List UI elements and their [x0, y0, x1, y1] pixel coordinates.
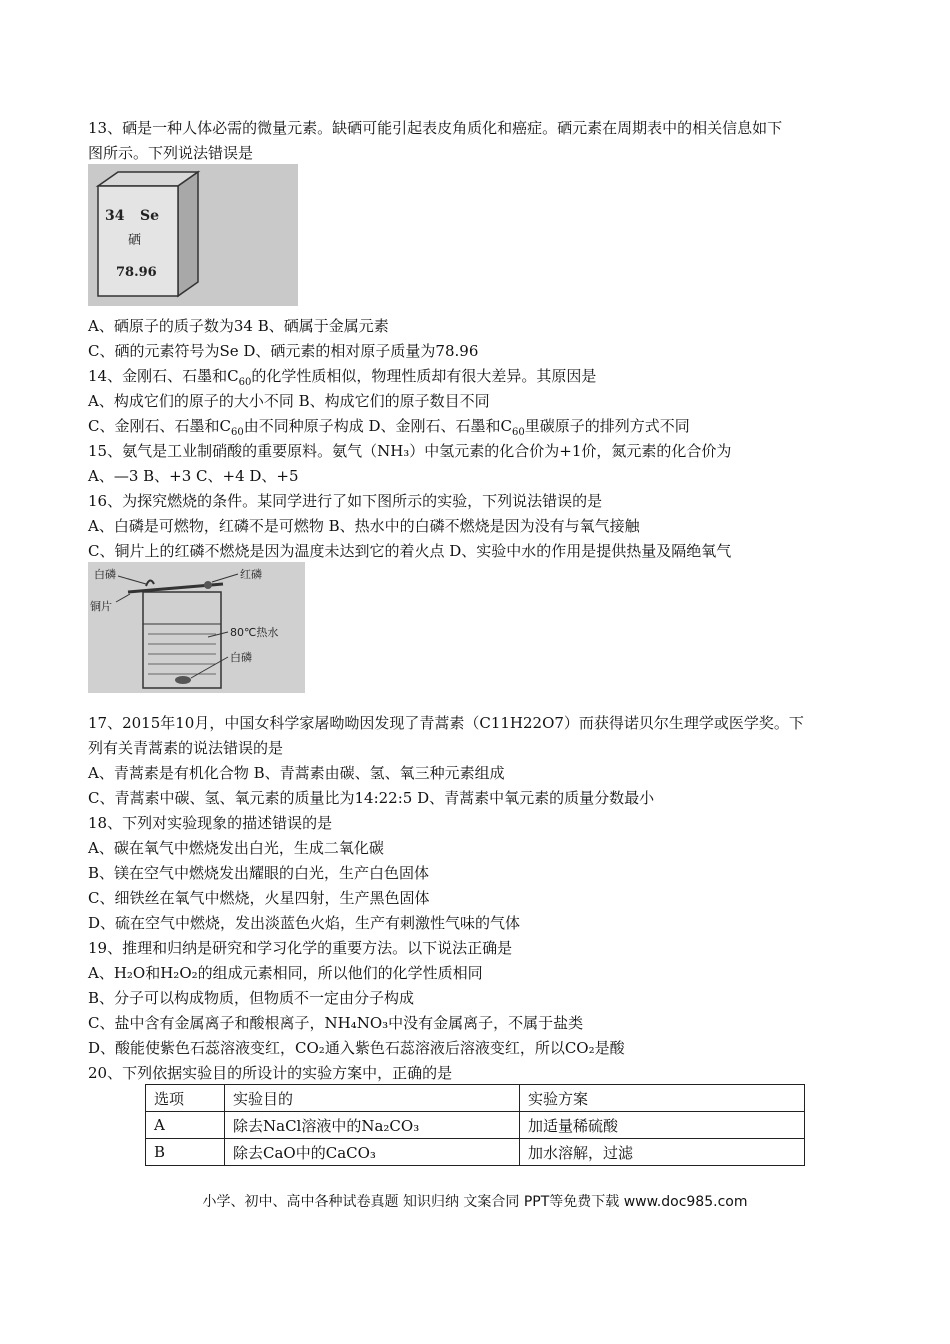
label-hot-water: 80℃热水 [230, 626, 279, 639]
q19-stem: 19、推理和归纳是研究和学习化学的重要方法。以下说法正确是 [88, 939, 513, 957]
q14-options-cd [88, 416, 690, 443]
element-symbol: Se [140, 208, 160, 224]
q20-table [145, 1084, 805, 1166]
selenium-periodic-cell-figure [88, 164, 298, 306]
q19-option-b: B、分子可以构成物质，但物质不一定由分子构成 [88, 989, 415, 1007]
row-a-purpose: 除去NaCl溶液中的Na₂CO₃ [225, 1112, 520, 1139]
table-row [146, 1112, 805, 1139]
q17-stem-line1: 17、2015年10月，中国女科学家屠呦呦因发现了青蒿素（C11H22O7）而获得诺贝尔生理学或医学奖。下 [88, 714, 804, 732]
q17-options-ab: A、青蒿素是有机化合物 B、青蒿素由碳、氢、氧三种元素组成 [88, 764, 505, 782]
q16-options-cd: C、铜片上的红磷不燃烧是因为温度未达到它的着火点 D、实验中水的作用是提供热量及隔绝氧气 [88, 542, 732, 560]
q18-option-d: D、硫在空气中燃烧，发出淡蓝色火焰，生产有刺激性气味的气体 [88, 914, 521, 932]
q20-stem: 20、下列依据实验目的所设计的实验方案中，正确的是 [88, 1064, 453, 1082]
q13-options-cd: C、硒的元素符号为Se D、硒元素的相对原子质量为78.96 [88, 342, 479, 360]
label-copper-sheet: 铜片 [90, 600, 112, 613]
footer-download-note: 小学、初中、高中各种试卷真题 知识归纳 文案合同 PPT等免费下载 www.doc985.com [202, 1194, 748, 1210]
q14-stem [88, 366, 596, 393]
q19-option-a: A、H₂O和H₂O₂的组成元素相同，所以他们的化学性质相同 [88, 964, 483, 982]
q19-option-d: D、酸能使紫色石蕊溶液变红，CO₂通入紫色石蕊溶液后溶液变红，所以CO₂是酸 [88, 1039, 625, 1057]
row-b-option: B [146, 1139, 225, 1166]
q18-stem: 18、下列对实验现象的描述错误的是 [88, 814, 333, 832]
header-plan: 实验方案 [520, 1085, 805, 1112]
q16-stem: 16、为探究燃烧的条件。某同学进行了如下图所示的实验，下列说法错误的是 [88, 492, 603, 510]
q16-options-ab: A、白磷是可燃物，红磷不是可燃物 B、热水中的白磷不燃烧是因为没有与氧气接触 [88, 517, 640, 535]
q13-options-ab: A、硒原子的质子数为34 B、硒属于金属元素 [88, 317, 389, 335]
header-purpose: 实验目的 [225, 1085, 520, 1112]
q18-option-a: A、碳在氧气中燃烧发出白光，生成二氧化碳 [88, 839, 384, 857]
q18-option-c: C、细铁丝在氧气中燃烧，火星四射，生产黑色固体 [88, 889, 430, 907]
beaker-drawing [88, 562, 305, 693]
row-a-option: A [146, 1112, 225, 1139]
combustion-experiment-figure [88, 562, 305, 693]
q13-stem-line2: 图所示。下列说法错误是 [88, 144, 254, 162]
q15-options: A、—3 B、+3 C、+4 D、+5 [88, 467, 299, 485]
element-mass: 78.96 [116, 265, 157, 280]
q14-stem-part1: 14、金刚石、石墨和C [88, 367, 239, 385]
q18-option-b: B、镁在空气中燃烧发出耀眼的白光，生产白色固体 [88, 864, 430, 882]
q13-stem-line1: 13、硒是一种人体必需的微量元素。缺硒可能引起表皮角质化和癌症。硒元素在周期表中的相关信息如下 [88, 119, 783, 137]
row-b-purpose: 除去CaO中的CaCO₃ [225, 1139, 520, 1166]
table-row [146, 1139, 805, 1166]
element-number: 34 [105, 208, 125, 224]
header-option: 选项 [146, 1085, 225, 1112]
q14-stem-part2: 的化学性质相似，物理性质却有很大差异。其原因是 [251, 367, 597, 385]
q14-opt-c-subscript: 60 [230, 427, 244, 438]
q14-opt-c-part1: C、金刚石、石墨和C [88, 417, 231, 435]
label-white-phosphorus-top: 白磷 [94, 568, 116, 581]
q14-opt-d-part3: 里碳原子的排列方式不同 [524, 417, 690, 435]
q14-options-ab: A、构成它们的原子的大小不同 B、构成它们的原子数目不同 [88, 392, 490, 410]
q19-option-c: C、盐中含有金属离子和酸根离子，NH₄NO₃中没有金属离子，不属于盐类 [88, 1014, 584, 1032]
q15-stem: 15、氨气是工业制硝酸的重要原料。氨气（NH₃）中氢元素的化合价为+1价，氮元素的化合价为 [88, 442, 732, 460]
q17-options-cd: C、青蒿素中碳、氢、氧元素的质量比为14:22:5 D、青蒿素中氧元素的质量分数最小 [88, 789, 655, 807]
row-a-plan: 加适量稀硫酸 [520, 1112, 805, 1139]
q14-opt-d-subscript: 60 [511, 427, 525, 438]
element-name: 硒 [128, 233, 142, 248]
label-red-phosphorus: 红磷 [240, 568, 262, 581]
row-b-plan: 加水溶解，过滤 [520, 1139, 805, 1166]
selenium-cube-drawing [88, 164, 298, 306]
q14-stem-subscript: 60 [238, 377, 252, 388]
q17-stem-line2: 列有关青蒿素的说法错误的是 [88, 739, 284, 757]
table-header-row [146, 1085, 805, 1112]
label-white-phosphorus-water: 白磷 [230, 651, 252, 664]
q14-opt-cd-part2: 由不同种原子构成 D、金刚石、石墨和C [243, 417, 512, 435]
